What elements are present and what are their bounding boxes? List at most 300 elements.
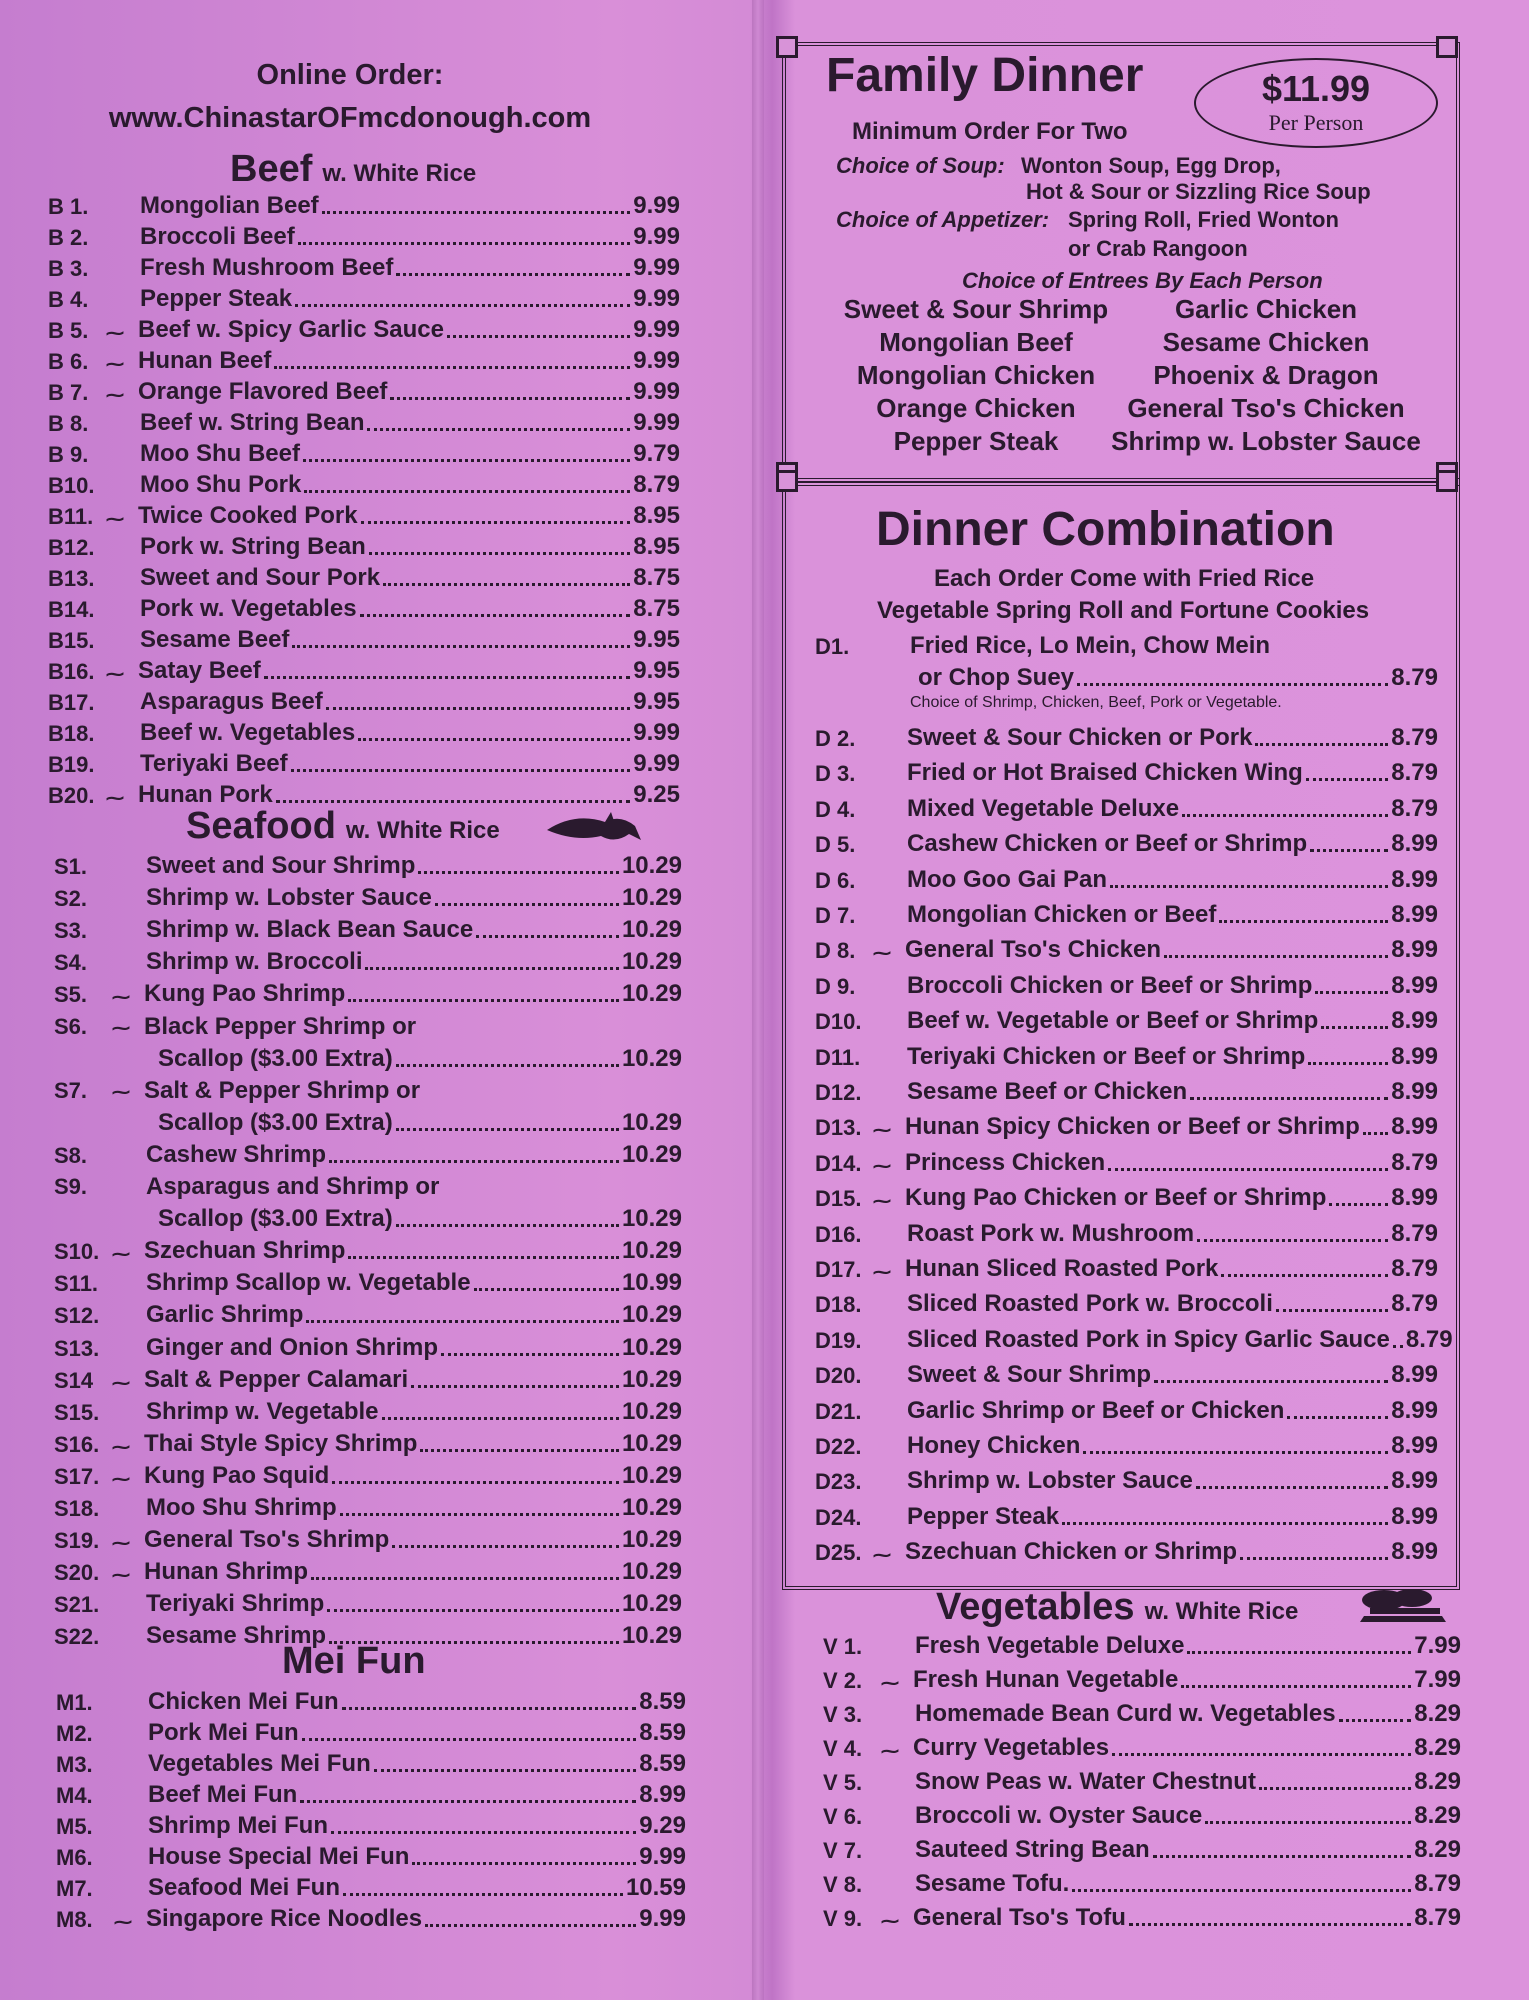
menu-item-name: Cashew Shrimp xyxy=(146,1140,327,1168)
leader-dots xyxy=(358,738,630,741)
chili-pepper-icon: ⁓ xyxy=(112,1436,130,1457)
family-entree-label: Choice of Entrees By Each Person xyxy=(962,268,1323,293)
leader-dots xyxy=(418,871,619,874)
menu-item-code: B 2. xyxy=(48,225,89,250)
menu-item xyxy=(815,1076,1438,1106)
leader-dots xyxy=(435,903,619,906)
menu-item xyxy=(823,1732,1461,1762)
leader-dots xyxy=(1339,1719,1412,1722)
chili-pepper-icon: ⁓ xyxy=(873,1191,891,1212)
leader-dots xyxy=(360,614,631,617)
chili-pepper-icon: ⁓ xyxy=(106,323,124,343)
family-entree: Sesame Chicken xyxy=(1162,327,1370,357)
chili-pepper-icon: ⁓ xyxy=(106,788,124,808)
family-entree: Garlic Chicken xyxy=(1174,294,1358,324)
menu-item-name: Sesame Shrimp xyxy=(146,1622,327,1650)
menu-item-name: Hunan Spicy Chicken or Beef or Shrimp xyxy=(905,1113,1360,1141)
chili-pepper-icon: ⁓ xyxy=(881,1911,899,1931)
leader-dots xyxy=(392,1545,619,1548)
dinner-subtitle-1: Each Order Come with Fried Rice xyxy=(934,565,1315,592)
menu-item-name: Mongolian Chicken or Beef xyxy=(907,901,1217,928)
seafood-subtitle: w. White Rice xyxy=(345,817,500,844)
leader-dots xyxy=(1196,1486,1388,1489)
menu-item-code: S11. xyxy=(54,1271,99,1297)
leader-dots xyxy=(332,1481,619,1484)
menu-item-name: Broccoli w. Oyster Sauce xyxy=(915,1802,1203,1829)
leader-dots xyxy=(1219,920,1388,923)
leader-dots xyxy=(1182,814,1388,817)
box-corner-ornament xyxy=(776,470,798,492)
menu-item-name: Broccoli Chicken or Beef or Shrimp xyxy=(907,971,1313,999)
menu-item-price: 7.99 xyxy=(1414,1632,1461,1659)
menu-item-code: S15. xyxy=(54,1399,100,1425)
family-entree: Sweet & Sour Shrimp xyxy=(843,294,1109,324)
menu-item xyxy=(48,252,680,282)
menu-item-price: 8.99 xyxy=(1391,1184,1438,1212)
menu-item-price: 8.79 xyxy=(1391,1148,1438,1176)
leader-dots xyxy=(1108,1168,1388,1171)
dinner-combination-title: Dinner Combination xyxy=(876,503,1335,556)
menu-item-code: B15. xyxy=(48,628,95,653)
menu-item-price: 10.29 xyxy=(621,1397,682,1425)
menu-item-code: V 9. xyxy=(823,1906,863,1931)
menu-item xyxy=(54,1396,682,1426)
menu-item-price: 8.99 xyxy=(1391,1078,1438,1105)
menu-item-price: 9.99 xyxy=(633,316,680,343)
leader-dots xyxy=(474,1288,619,1291)
menu-item-price: 9.99 xyxy=(633,378,680,405)
leader-dots xyxy=(1287,1416,1388,1419)
menu-item-name: Moo Shu Shrimp xyxy=(146,1494,337,1521)
menu-item-code: D 4. xyxy=(815,796,856,822)
family-dinner-title: Family Dinner xyxy=(826,49,1144,102)
menu-item-code: B12. xyxy=(48,535,95,560)
menu-item-price: 8.99 xyxy=(1391,830,1438,858)
d1-note: Choice of Shrimp, Chicken, Beef, Pork or Vegetable. xyxy=(910,694,1282,711)
menu-item-code: D 6. xyxy=(815,867,856,893)
leader-dots xyxy=(1255,743,1388,746)
menu-item-price: 10.29 xyxy=(621,1590,682,1618)
menu-item-price: 10.29 xyxy=(621,1494,682,1521)
leader-dots xyxy=(396,273,630,276)
menu-item xyxy=(815,1253,1438,1283)
beef-title: Beef xyxy=(230,148,313,190)
menu-item-name: Sweet & Sour Shrimp xyxy=(907,1361,1152,1389)
menu-item-price: 10.29 xyxy=(621,1461,682,1489)
menu-item xyxy=(56,1872,686,1902)
leader-dots xyxy=(361,521,631,524)
menu-item-name: Fresh Hunan Vegetable xyxy=(913,1666,1179,1693)
menu-item-code: D13. xyxy=(815,1115,862,1141)
menu-item-name: Beef Mei Fun xyxy=(148,1781,298,1808)
menu-item-code: M2. xyxy=(56,1721,93,1746)
menu-item-name: Beef w. Spicy Garlic Sauce xyxy=(138,316,444,343)
menu-item-price: 8.99 xyxy=(1391,1113,1438,1141)
menu-item xyxy=(48,190,680,220)
leader-dots xyxy=(311,1577,619,1580)
menu-item-name: Snow Peas w. Water Chestnut xyxy=(915,1768,1256,1795)
menu-item-price: 7.99 xyxy=(1414,1666,1461,1693)
menu-item-name: Sesame Beef xyxy=(140,626,290,653)
menu-item xyxy=(815,828,1438,858)
family-min-order: Minimum Order For Two xyxy=(852,118,1128,145)
menu-item-price: 9.99 xyxy=(639,1843,686,1870)
menu-item xyxy=(823,1800,1461,1830)
menu-item-code: B10. xyxy=(48,473,95,498)
menu-item xyxy=(823,1868,1461,1898)
leader-dots xyxy=(298,242,631,245)
menu-item-price: 10.29 xyxy=(621,1205,682,1233)
menu-item-code: D 2. xyxy=(815,726,856,751)
chili-pepper-icon: ⁓ xyxy=(106,509,124,529)
menu-item-code: S3. xyxy=(54,918,88,944)
menu-item-price: 8.29 xyxy=(1414,1768,1461,1795)
family-entree: General Tso's Chicken xyxy=(1127,393,1405,423)
leader-dots xyxy=(326,707,631,710)
menu-item-name: Singapore Rice Noodles xyxy=(146,1905,423,1932)
menu-item-price: 9.99 xyxy=(633,223,680,250)
chili-pepper-icon: ⁓ xyxy=(112,1017,130,1038)
family-entree: Shrimp w. Lobster Sauce xyxy=(1111,426,1421,456)
menu-item-price: 10.29 xyxy=(621,1044,682,1072)
chili-pepper-icon: ⁓ xyxy=(112,1244,130,1265)
menu-item xyxy=(56,1810,686,1840)
menu-item xyxy=(815,793,1438,823)
menu-item-name: Asparagus and Shrimp or xyxy=(146,1173,440,1200)
leader-dots xyxy=(1363,1132,1389,1135)
menu-item-code: D19. xyxy=(815,1327,862,1353)
chili-pepper-icon: ⁓ xyxy=(112,1533,130,1554)
menu-item-name: Beef w. Vegetable or Beef or Shrimp xyxy=(907,1007,1319,1035)
menu-item-name: House Special Mei Fun xyxy=(148,1843,410,1870)
menu-item xyxy=(815,1041,1438,1071)
menu-item-name: Fresh Mushroom Beef xyxy=(140,254,394,281)
menu-item-price: 8.99 xyxy=(1391,1007,1438,1035)
leader-dots xyxy=(329,1160,619,1163)
leader-dots xyxy=(1329,1203,1388,1206)
menu-item xyxy=(815,1218,1438,1248)
menu-item xyxy=(815,757,1438,787)
menu-item xyxy=(48,562,680,592)
menu-item-code: S16. xyxy=(54,1431,100,1457)
leader-dots xyxy=(382,1417,619,1420)
menu-item xyxy=(48,283,680,313)
menu-item-price: 9.99 xyxy=(633,750,680,777)
menu-item-name: Ginger and Onion Shrimp xyxy=(146,1333,439,1361)
menu-item-price: 8.99 xyxy=(1391,1361,1438,1389)
menu-item-code: S4. xyxy=(54,950,88,976)
leader-dots xyxy=(411,1385,619,1388)
leader-dots xyxy=(476,935,619,938)
menu-item-code: B 5. xyxy=(48,318,89,343)
menu-item-code: B 8. xyxy=(48,411,89,436)
menu-item-name: Asparagus Beef xyxy=(140,688,323,715)
menu-item-name: Sweet and Sour Shrimp xyxy=(146,852,416,879)
leader-dots xyxy=(291,769,631,772)
menu-item-name: Pork w. Vegetables xyxy=(140,595,357,622)
menu-item-price: 10.29 xyxy=(621,1526,682,1554)
menu-item xyxy=(815,899,1438,929)
menu-item-name: Broccoli Beef xyxy=(140,223,295,250)
menu-item-code: D23. xyxy=(815,1469,862,1495)
menu-item-code: D21. xyxy=(815,1398,862,1424)
menu-item-code: B19. xyxy=(48,752,95,777)
box-corner-ornament xyxy=(1436,470,1458,492)
menu-item-price: 10.29 xyxy=(621,916,682,944)
menu-item-name: Sliced Roasted Pork in Spicy Garlic Sauce xyxy=(907,1325,1390,1353)
family-soup-line1: Wonton Soup, Egg Drop, xyxy=(1021,153,1281,178)
leader-dots xyxy=(365,967,618,970)
menu-item-code: D17. xyxy=(815,1257,862,1282)
menu-item-code: D 9. xyxy=(815,973,856,999)
menu-item-price: 9.79 xyxy=(633,440,680,467)
box-corner-ornament xyxy=(776,36,798,58)
leader-dots xyxy=(1187,1651,1411,1654)
menu-item-price: 10.29 xyxy=(621,852,682,879)
leader-dots xyxy=(331,1831,636,1834)
menu-item-name: Pork w. String Bean xyxy=(140,533,366,560)
leader-dots xyxy=(1276,1309,1388,1312)
menu-item-price: 9.99 xyxy=(633,347,680,374)
leader-dots xyxy=(1129,1923,1411,1926)
leader-dots xyxy=(396,1224,619,1227)
menu-item-price: 8.95 xyxy=(633,533,680,560)
leader-dots xyxy=(447,335,630,338)
chili-pepper-icon: ⁓ xyxy=(106,664,124,684)
family-entree: Mongolian Chicken xyxy=(856,360,1096,390)
d1-line1: Fried Rice, Lo Mein, Chow Mein xyxy=(910,632,1271,659)
leader-dots xyxy=(1393,1345,1403,1348)
leader-dots xyxy=(302,1738,637,1741)
leader-dots xyxy=(295,304,630,307)
menu-item-name: Hunan Shrimp xyxy=(144,1558,309,1586)
menu-item-code: B13. xyxy=(48,566,95,591)
chili-pepper-icon: ⁓ xyxy=(873,943,891,964)
menu-item-name: Teriyaki Beef xyxy=(140,750,288,777)
menu-item-price: 10.29 xyxy=(621,1108,682,1136)
menu-item-code: S21. xyxy=(54,1592,100,1618)
family-entree: Pepper Steak xyxy=(893,426,1059,456)
menu-item-name: Shrimp Scallop w. Vegetable xyxy=(146,1269,471,1297)
leader-dots xyxy=(1259,1787,1411,1790)
menu-item-line xyxy=(54,1173,439,1201)
menu-item-name: Princess Chicken xyxy=(905,1148,1106,1176)
menu-item-code: V 2. xyxy=(823,1668,863,1693)
menu-item-name: Vegetables Mei Fun xyxy=(148,1750,371,1777)
menu-item-name: Shrimp w. Black Bean Sauce xyxy=(146,916,474,944)
family-soup-label: Choice of Soup: xyxy=(836,153,1005,178)
menu-item-price: 10.59 xyxy=(625,1874,686,1901)
menu-item-name: Pork Mei Fun xyxy=(148,1719,299,1746)
menu-item-price: 8.75 xyxy=(633,595,680,622)
menu-item-code: S10. xyxy=(54,1239,100,1265)
chili-pepper-icon: ⁓ xyxy=(112,1081,130,1102)
leader-dots xyxy=(369,552,630,555)
family-price-oval xyxy=(1194,58,1438,148)
menu-item xyxy=(815,1395,1438,1425)
chili-pepper-icon: ⁓ xyxy=(112,987,130,1008)
leader-dots xyxy=(1077,683,1388,686)
menu-item-price: 9.99 xyxy=(633,719,680,746)
menu-item xyxy=(815,1288,1438,1318)
chili-pepper-icon: ⁓ xyxy=(106,354,124,374)
menu-item xyxy=(56,1717,686,1747)
menu-item-price: 10.29 xyxy=(621,1365,682,1393)
menu-item xyxy=(815,1182,1438,1212)
broccoli-illustration-icon xyxy=(1354,1586,1450,1626)
menu-item-price: 10.29 xyxy=(621,1429,682,1457)
menu-item-code: M3. xyxy=(56,1752,93,1777)
leader-dots xyxy=(1321,1026,1388,1029)
meifun-section-title xyxy=(282,1640,426,1683)
menu-item xyxy=(815,1111,1438,1141)
menu-item xyxy=(54,1460,682,1490)
menu-item-name: General Tso's Chicken xyxy=(905,936,1162,964)
menu-item-price: 8.99 xyxy=(1391,1432,1438,1459)
menu-item-name: Seafood Mei Fun xyxy=(148,1874,340,1901)
leader-dots xyxy=(412,1862,636,1865)
family-entree: Mongolian Beef xyxy=(879,327,1073,357)
menu-item-code: D 5. xyxy=(815,832,856,858)
menu-item-name: Thai Style Spicy Shrimp xyxy=(144,1429,418,1457)
menu-item-name: Sweet and Sour Pork xyxy=(140,564,381,591)
menu-item-price: 10.29 xyxy=(621,948,682,976)
leader-dots xyxy=(1181,1685,1411,1688)
menu-item-code: D22. xyxy=(815,1434,862,1459)
menu-item xyxy=(54,946,682,976)
menu-item xyxy=(815,970,1438,1000)
leader-dots xyxy=(1190,1097,1388,1100)
menu-item-code: D25. xyxy=(815,1540,862,1566)
menu-item xyxy=(823,1664,1461,1694)
chili-pepper-icon: ⁓ xyxy=(112,1468,130,1489)
menu-item-code: V 5. xyxy=(823,1770,863,1795)
vegetables-subtitle: w. White Rice xyxy=(1144,1598,1299,1625)
menu-item-price: 9.99 xyxy=(639,1905,686,1932)
family-appetizer-line1: Spring Roll, Fried Wonton xyxy=(1068,207,1339,232)
chili-pepper-icon: ⁓ xyxy=(873,1155,891,1176)
menu-item xyxy=(56,1686,686,1716)
menu-item-code: S20. xyxy=(54,1560,100,1586)
menu-item-price: 10.29 xyxy=(621,1622,682,1650)
menu-item-code: D11. xyxy=(815,1044,861,1070)
leader-dots xyxy=(274,366,630,369)
family-soup-line2: Hot & Sour or Sizzling Rice Soup xyxy=(1026,179,1371,204)
menu-item-name: Kung Pao Chicken or Beef or Shrimp xyxy=(905,1184,1327,1212)
menu-item-price: 9.99 xyxy=(633,192,680,219)
menu-item-name: Sweet & Sour Chicken or Pork xyxy=(907,724,1253,751)
menu-item-name-cont: Scallop ($3.00 Extra) xyxy=(158,1205,393,1233)
menu-item-name: Cashew Chicken or Beef or Shrimp xyxy=(907,830,1308,858)
leader-dots xyxy=(303,459,630,462)
menu-item-price: 8.79 xyxy=(1414,1870,1461,1897)
menu-item-name: Shrimp w. Broccoli xyxy=(146,948,363,976)
menu-item-name: Kung Pao Shrimp xyxy=(144,980,346,1008)
chili-pepper-icon: ⁓ xyxy=(114,1912,132,1932)
chili-pepper-icon: ⁓ xyxy=(873,1120,891,1141)
menu-item-code: D12. xyxy=(815,1080,862,1105)
leader-dots xyxy=(367,428,630,431)
menu-item-price: 8.99 xyxy=(639,1781,686,1808)
menu-item-code: D10. xyxy=(815,1009,862,1035)
menu-item-code: D24. xyxy=(815,1504,862,1530)
menu-item-price: 8.59 xyxy=(639,1688,686,1715)
leader-dots xyxy=(1072,1889,1411,1892)
menu-item xyxy=(815,722,1438,752)
menu-item xyxy=(815,1501,1438,1531)
menu-item-code: B16. xyxy=(48,659,95,684)
leader-dots xyxy=(425,1924,636,1927)
menu-item xyxy=(815,1536,1438,1566)
menu-item-name: Fried or Hot Braised Chicken Wing xyxy=(907,759,1303,787)
menu-item-name: Roast Pork w. Mushroom xyxy=(907,1219,1195,1247)
menu-item xyxy=(54,1524,682,1554)
menu-item xyxy=(54,1428,682,1458)
family-appetizer-line2: or Crab Rangoon xyxy=(1068,236,1248,261)
fish-illustration-icon xyxy=(545,810,645,850)
leader-dots xyxy=(306,1320,619,1323)
menu-item xyxy=(48,748,680,778)
menu-item-name: Sliced Roasted Pork w. Broccoli xyxy=(907,1290,1273,1318)
menu-item-code: B 1. xyxy=(48,194,89,219)
menu-item-name: Honey Chicken xyxy=(907,1432,1081,1459)
menu-item-code: S12. xyxy=(54,1303,100,1329)
menu-item-price: 10.99 xyxy=(621,1269,682,1297)
menu-item-name: Orange Flavored Beef xyxy=(138,378,388,405)
menu-item-price: 8.79 xyxy=(633,471,680,498)
menu-item-code: S22. xyxy=(54,1624,100,1650)
leader-dots xyxy=(1083,1451,1388,1454)
menu-item-name: Garlic Shrimp or Beef or Chicken xyxy=(907,1396,1285,1424)
menu-item-name: Shrimp w. Lobster Sauce xyxy=(907,1467,1193,1495)
menu-item xyxy=(54,1139,682,1169)
menu-item xyxy=(48,531,680,561)
menu-item-code: D15. xyxy=(815,1186,862,1212)
menu-item xyxy=(158,1107,682,1137)
menu-item xyxy=(823,1902,1461,1932)
online-order-url: www.ChinastarOFmcdonough.com xyxy=(108,102,592,134)
menu-item-code: D20. xyxy=(815,1363,862,1389)
menu-item xyxy=(56,1903,686,1933)
menu-item-name: Mongolian Beef xyxy=(140,192,319,219)
menu-item-code: D18. xyxy=(815,1292,862,1318)
menu-item-code: D16. xyxy=(815,1221,862,1247)
leader-dots xyxy=(1154,1380,1388,1383)
menu-item-line xyxy=(54,1013,416,1041)
menu-item-price: 8.99 xyxy=(1391,971,1438,999)
menu-item-price: 9.25 xyxy=(633,781,680,808)
menu-item-code: V 1. xyxy=(823,1634,863,1659)
menu-item-price: 8.29 xyxy=(1414,1700,1461,1727)
beef-section-title xyxy=(230,148,476,191)
menu-item-price: 10.29 xyxy=(621,884,682,912)
vegetables-section-title xyxy=(936,1586,1298,1629)
menu-item-name: General Tso's Tofu xyxy=(913,1904,1126,1931)
family-appetizer-label: Choice of Appetizer: xyxy=(836,207,1050,232)
menu-item xyxy=(54,978,682,1008)
beef-subtitle: w. White Rice xyxy=(322,160,477,187)
menu-item-name: Mixed Vegetable Deluxe xyxy=(907,794,1180,822)
menu-item-name: Shrimp Mei Fun xyxy=(148,1812,328,1839)
dinner-subtitle-2: Vegetable Spring Roll and Fortune Cookies xyxy=(877,597,1370,624)
leader-dots xyxy=(322,211,631,214)
menu-item-price: 9.95 xyxy=(633,688,680,715)
menu-item-name: Beef w. Vegetables xyxy=(140,719,356,746)
menu-item-price: 8.79 xyxy=(1391,1255,1438,1282)
seafood-section-title xyxy=(186,805,500,848)
menu-item-code: V 7. xyxy=(823,1838,863,1863)
menu-item-name: Hunan Sliced Roasted Pork xyxy=(905,1255,1219,1282)
